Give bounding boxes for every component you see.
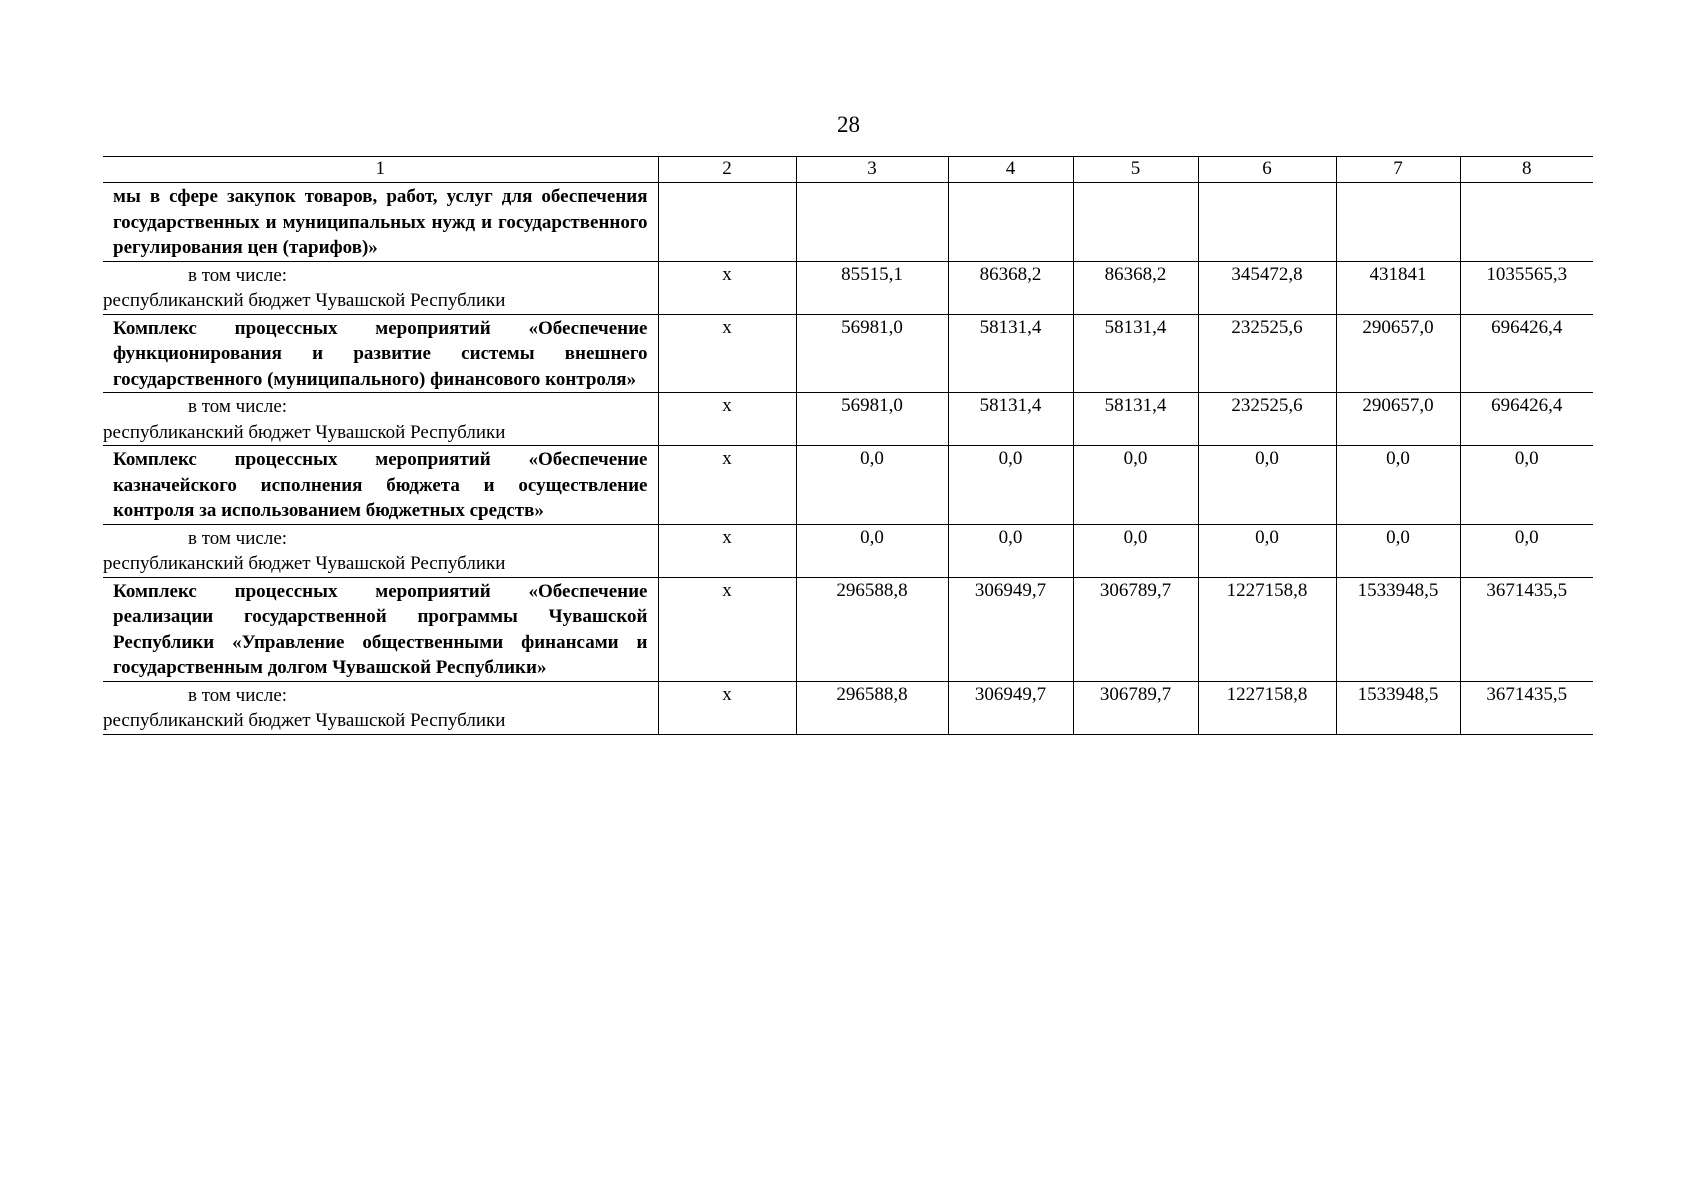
value-cell: 86368,2 [948,261,1073,314]
value-cell: 1227158,8 [1198,577,1336,681]
table-row-budget-source [103,524,1593,577]
table-row-program [103,183,1593,262]
row-name-cell [103,524,658,577]
budget-source-label: республиканский бюджет Чувашской Республики [103,290,506,311]
value-cell: 0,0 [1198,446,1336,525]
row-name-cell [103,681,658,734]
table-row-program [103,577,1593,681]
value-cell: 232525,6 [1198,393,1336,446]
table-row-budget-source [103,393,1593,446]
row-name-cell: Комплекс процессных мероприятий «Обеспечение реализации государственной программы Чувашской Республики «Управление общественными финансами и государственным долгом Чувашской Республики» [103,577,658,681]
table-header-row [103,157,1593,183]
budget-source-label: республиканский бюджет Чувашской Республики [103,421,506,443]
value-cell: 1533948,5 [1336,681,1460,734]
value-cell: 232525,6 [1198,314,1336,393]
value-cell: 306789,7 [1073,577,1198,681]
column-header: 8 [1460,157,1593,183]
value-cell: 58131,4 [1073,393,1198,446]
table-row-program [103,314,1593,393]
code-cell: х [658,393,796,446]
column-header: 5 [1073,157,1198,183]
code-cell: х [658,314,796,393]
table-row-budget-source [103,261,1593,314]
value-cell: 306949,7 [948,577,1073,681]
including-label: в том числе: [188,527,288,549]
budget-source-label: республиканский бюджет Чувашской Республики [103,710,506,731]
value-cell: 0,0 [1073,446,1198,525]
column-header: 4 [948,157,1073,183]
code-cell: х [658,524,796,577]
value-cell: 0,0 [796,524,948,577]
budget-source-label: республиканский бюджет Чувашской Республики [103,553,506,574]
table-row-program [103,446,1593,525]
column-header: 7 [1336,157,1460,183]
value-cell: 85515,1 [796,261,948,314]
value-cell: 290657,0 [1336,393,1460,446]
column-header: 3 [796,157,948,183]
value-cell: 86368,2 [1073,261,1198,314]
page-number: 28 [837,112,860,137]
value-cell: 1035565,3 [1460,261,1593,314]
column-header: 1 [103,157,658,183]
code-cell: х [658,681,796,734]
value-cell: 58131,4 [948,314,1073,393]
value-cell [1198,183,1336,262]
value-cell: 1227158,8 [1198,681,1336,734]
column-header: 2 [658,157,796,183]
value-cell: 290657,0 [1336,314,1460,393]
row-name-cell: мы в сфере закупок товаров, работ, услуг для обеспечения государственных и муниципальных нужд и государственного регулирования цен (тарифов)» [103,183,658,262]
value-cell: 3671435,5 [1460,681,1593,734]
value-cell [1336,183,1460,262]
including-label: в том числе: [188,264,288,286]
value-cell [948,183,1073,262]
row-name-cell [103,393,658,446]
value-cell: 0,0 [948,524,1073,577]
row-name-cell [103,261,658,314]
value-cell: 1533948,5 [1336,577,1460,681]
code-cell: х [658,577,796,681]
value-cell: 696426,4 [1460,314,1593,393]
value-cell: 56981,0 [796,314,948,393]
value-cell: 306949,7 [948,681,1073,734]
value-cell: 296588,8 [796,681,948,734]
value-cell: 0,0 [1198,524,1336,577]
value-cell: 296588,8 [796,577,948,681]
code-cell: х [658,446,796,525]
value-cell: 58131,4 [1073,314,1198,393]
value-cell: 345472,8 [1198,261,1336,314]
value-cell [1460,183,1593,262]
table-row-budget-source [103,681,1593,734]
value-cell: 0,0 [796,446,948,525]
value-cell: 0,0 [1460,446,1593,525]
value-cell [796,183,948,262]
value-cell: 0,0 [1073,524,1198,577]
value-cell: 56981,0 [796,393,948,446]
value-cell: 431841 [1336,261,1460,314]
row-name-cell: Комплекс процессных мероприятий «Обеспечение функционирования и развитие системы внешнего государственного (муниципального) финансового контроля» [103,314,658,393]
row-name-cell: Комплекс процессных мероприятий «Обеспечение казначейского исполнения бюджета и осуществление контроля за использованием бюджетных средств» [103,446,658,525]
code-cell: х [658,261,796,314]
value-cell [1073,183,1198,262]
including-label: в том числе: [188,396,288,417]
value-cell: 58131,4 [948,393,1073,446]
value-cell: 0,0 [1460,524,1593,577]
value-cell: 3671435,5 [1460,577,1593,681]
column-header: 6 [1198,157,1336,183]
value-cell: 306789,7 [1073,681,1198,734]
budget-table [103,156,1593,735]
value-cell: 0,0 [1336,446,1460,525]
value-cell: 696426,4 [1460,393,1593,446]
code-cell [658,183,796,262]
value-cell: 0,0 [1336,524,1460,577]
including-label: в том числе: [188,684,288,706]
value-cell: 0,0 [948,446,1073,525]
